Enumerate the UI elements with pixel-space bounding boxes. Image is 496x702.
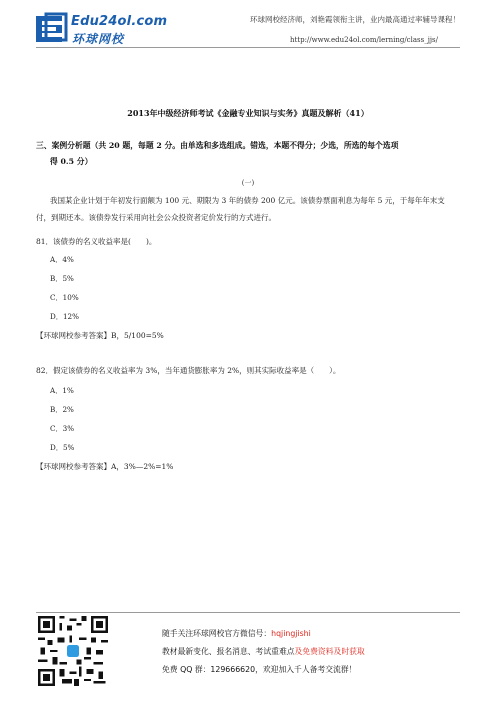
wechat-prefix: 随手关注环球网校官方微信号： (162, 629, 272, 638)
section-heading (36, 138, 450, 170)
case-description: 我国某企业计划于年初发行面额为 100 元、期限为 3 年的债券 200 亿元。该债券票面利息为每年 5 元，于每年年末支付，到期还本。该债券发行采用向社会公众投资者定价发行的方式进行。 (36, 196, 445, 222)
site-logo[interactable] (34, 12, 184, 46)
qr-code-icon (38, 616, 108, 686)
question-81-answer (36, 330, 164, 341)
document-title: 2013年中级经济师考试《金融专业知识与实务》真题及解析（41） (127, 108, 369, 118)
logo-name-text: 环球网校 (72, 32, 125, 46)
logo-domain-text: Edu24ol.com (71, 14, 168, 29)
question-81-option-b: B．5% (50, 274, 74, 283)
qq-number[interactable]: 129666620 (210, 665, 256, 674)
question-82-option-b: B．2% (50, 405, 74, 414)
header-slogan: 环球网校经济师，刘艳霞领衔主讲，业内最高通过率辅导课程！ (250, 15, 460, 24)
answer-label: 【环球网校参考答案】 (36, 331, 111, 340)
question-81-stem: 81．该债券的名义收益率是( )。 (36, 237, 157, 246)
section-heading-line2: 得 0.5 分） (50, 157, 93, 166)
question-82-option-c: C．3% (50, 424, 75, 433)
question-82-option-a: A．1% (50, 386, 74, 395)
qq-prefix: 免费 QQ 群： (162, 665, 211, 674)
question-82-stem: 82．假定该债券的名义收益率为 3%，当年通货膨胀率为 2%，则其实际收益率是（ ）。 (36, 366, 341, 375)
header-divider (36, 47, 460, 48)
info-line-part2: 及免费资料及时获取 (294, 647, 365, 656)
qq-suffix: ，欢迎加入千人备考交流群！ (255, 665, 357, 674)
info-line-part1: 教材最新变化、报名消息、考试重难点 (162, 647, 295, 656)
footer-divider (36, 612, 460, 613)
footer-qq-line (162, 664, 356, 675)
question-81-option-d: D．12% (50, 312, 79, 321)
footer-wechat-line (162, 628, 311, 639)
answer-text: A，3%—2%=1% (111, 462, 174, 471)
case-number: (一) (241, 179, 255, 187)
question-81-option-a: A．4% (50, 255, 74, 264)
wechat-id: hqjingjishi (271, 629, 311, 638)
section-heading-line1: 三、案例分析题（共 20 题，每题 2 分。由单选和多选组成。错选，本题不得分；少选，所选的每个选项 (36, 141, 399, 150)
header-url-link[interactable]: http://www.edu24ol.com/lerning/class_jjs/ (289, 36, 438, 44)
question-82-answer (36, 461, 173, 472)
question-82-option-d: D．5% (50, 443, 75, 452)
logo-ee-icon (34, 12, 68, 46)
answer-text: B，5/100=5% (111, 331, 164, 340)
answer-label: 【环球网校参考答案】 (36, 462, 111, 471)
footer-info-line (162, 646, 365, 657)
question-81-option-c: C．10% (50, 293, 79, 302)
